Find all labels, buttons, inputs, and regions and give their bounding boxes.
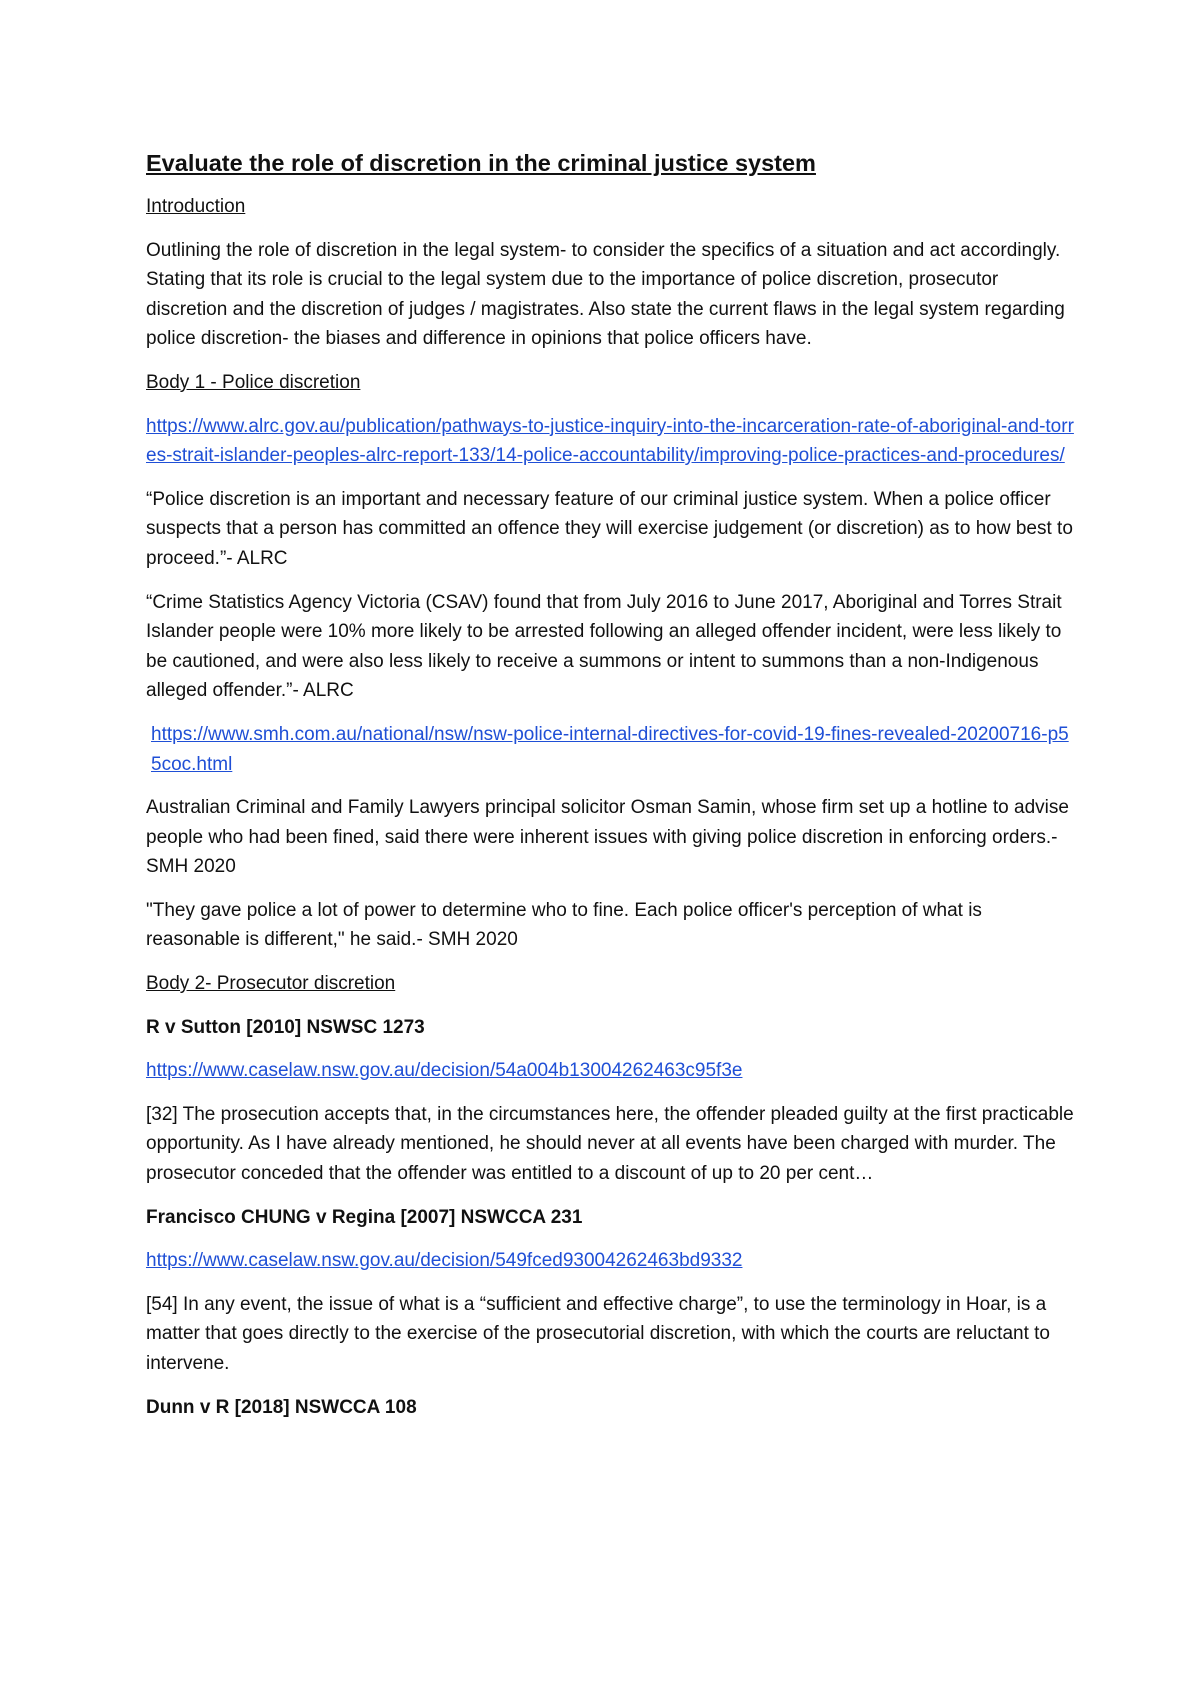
- smh-link[interactable]: https://www.smh.com.au/national/nsw/nsw-police-internal-directives-for-covid-19-fines-revealed-20200716-p55coc.html: [151, 723, 1069, 775]
- document-title: Evaluate the role of discretion in the criminal justice system: [146, 150, 816, 176]
- case-chung-link[interactable]: https://www.caselaw.nsw.gov.au/decision/549fced93004262463bd9332: [146, 1250, 743, 1272]
- case-dunn-name: Dunn v R [2018] NSWCCA 108: [146, 1396, 417, 1418]
- body1-heading: Body 1 - Police discretion: [146, 371, 361, 393]
- alrc-link[interactable]: https://www.alrc.gov.au/publication/pathways-to-justice-inquiry-into-the-incarceration-rate-of-aboriginal-and-torres-strait-islander-peoples-alrc-report-133/14-police-accountability/improving-police-practices-and-procedures/: [146, 415, 1074, 467]
- case-sutton-link[interactable]: https://www.caselaw.nsw.gov.au/decision/54a004b13004262463c95f3e: [146, 1060, 743, 1082]
- smh-paragraph-1: Australian Criminal and Family Lawyers principal solicitor Osman Samin, whose firm set up a hotline to advise people who had been fined, said there were inherent issues with giving police discretion in enforcing orders.- SMH 2020: [146, 797, 1069, 878]
- case-sutton-name: R v Sutton [2010] NSWSC 1273: [146, 1016, 425, 1038]
- smh-paragraph-2: "They gave police a lot of power to determine who to fine. Each police officer's perception of what is reasonable is different," he said.- SMH 2020: [146, 899, 982, 951]
- alrc-quote-1: “Police discretion is an important and necessary feature of our criminal justice system. When a police officer suspects that a person has committed an offence they will exercise judgement (or discretion) as to how best to proceed.”- ALRC: [146, 488, 1073, 569]
- document-page: [146, 148, 1076, 1436]
- case-chung-name: Francisco CHUNG v Regina [2007] NSWCCA 231: [146, 1206, 583, 1228]
- case-sutton-quote: [32] The prosecution accepts that, in the circumstances here, the offender pleaded guilty at the first practicable opportunity. As I have already mentioned, he should never at all events have been charged with murder. The prosecutor conceded that the offender was entitled to a discount of up to 20 per cent…: [146, 1103, 1074, 1185]
- alrc-quote-2: “Crime Statistics Agency Victoria (CSAV) found that from July 2016 to June 2017, Aboriginal and Torres Strait Islander people were 10% more likely to be arrested following an alleged offender incident, were less likely to be cautioned, and were also less likely to receive a summons or intent to summons than a non-Indigenous alleged offender.”- ALRC: [146, 591, 1062, 702]
- intro-heading: Introduction: [146, 196, 246, 217]
- body2-heading: Body 2- Prosecutor discretion: [146, 973, 396, 995]
- case-chung-quote: [54] In any event, the issue of what is a “sufficient and effective charge”, to use the terminology in Hoar, is a matter that goes directly to the exercise of the prosecutorial discretion, with which the courts are reluctant to intervene.: [146, 1293, 1050, 1374]
- intro-paragraph: Outlining the role of discretion in the legal system- to consider the specifics of a situation and act accordingly. Stating that its role is crucial to the legal system due to the importance of police discretion, prosecutor discretion and the discretion of judges / magistrates. Also state the current flaws in the legal system regarding police discretion- the biases and difference in opinions that police officers have.: [146, 239, 1065, 350]
